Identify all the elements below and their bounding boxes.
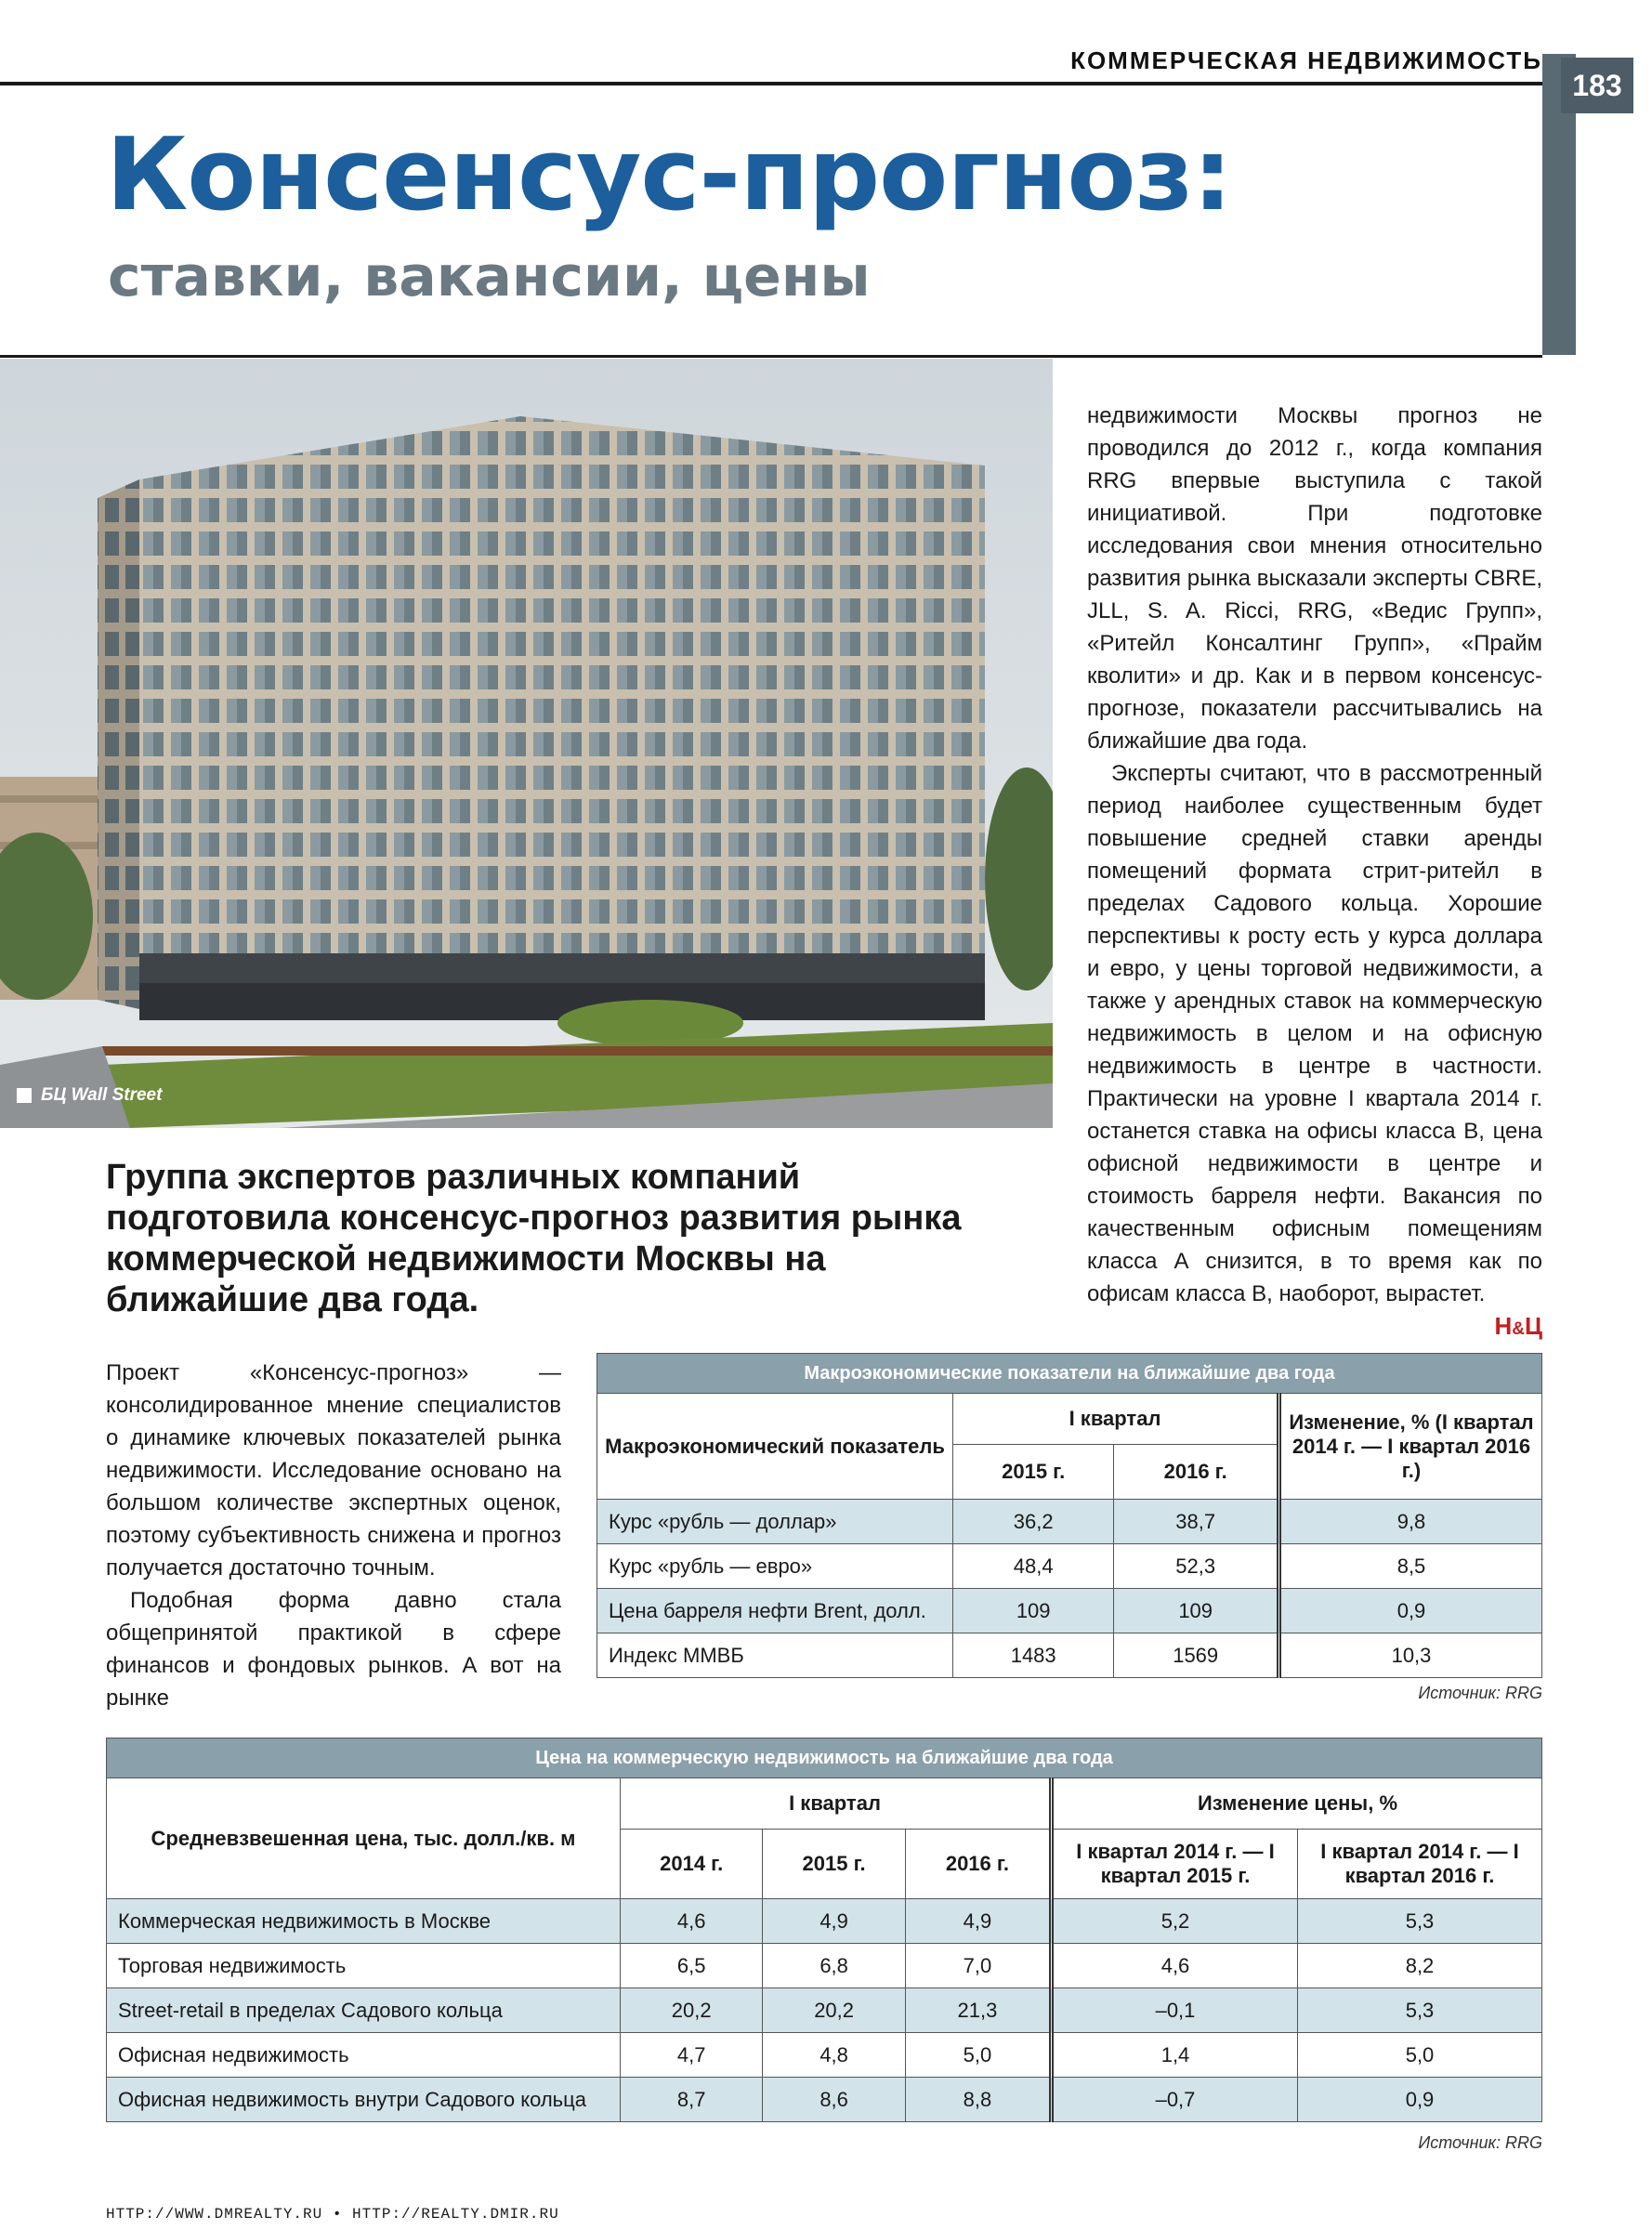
article-subtitle: ставки, вакансии, цены (108, 244, 871, 309)
price-table (106, 1738, 1542, 2122)
photo-caption (17, 1085, 162, 1106)
price-table-source: Источник: RRG (1418, 2133, 1542, 2152)
price-table-row (107, 1899, 1542, 1944)
price-col-2014: 2014 г. (621, 1830, 763, 1899)
cell-2015: 109 (953, 1589, 1114, 1633)
cell-change-2015: 1,4 (1052, 2033, 1298, 2078)
cell-2016: 8,8 (905, 2078, 1051, 2122)
row-label: Офисная недвижимость внутри Садового кольца (107, 2078, 621, 2122)
cell-2015: 8,6 (763, 2078, 905, 2122)
macro-col-2015: 2015 г. (953, 1445, 1114, 1500)
macro-table-caption: Макроэкономические показатели на ближайшие два года (597, 1354, 1542, 1394)
cell-change-2015: –0,1 (1052, 1988, 1298, 2033)
cell-change-2015: –0,7 (1052, 2078, 1298, 2122)
cell-change-2016: 5,3 (1298, 1988, 1542, 2033)
cell-2016: 7,0 (905, 1944, 1051, 1988)
cell-2016: 109 (1114, 1589, 1279, 1633)
cell-change-2015: 4,6 (1052, 1944, 1298, 1988)
cell-change-2016: 0,9 (1298, 2078, 1542, 2122)
row-label: Курс «рубль — доллар» (597, 1500, 953, 1544)
price-col-2016: 2016 г. (905, 1830, 1051, 1899)
cell-2016: 5,0 (905, 2033, 1051, 2078)
cell-change-2016: 5,0 (1298, 2033, 1542, 2078)
article-title: Консенсус-прогноз: (106, 117, 1232, 233)
cell-2015: 48,4 (953, 1544, 1114, 1589)
cell-2014: 4,7 (621, 2033, 763, 2078)
macro-col-quarter: I квартал (953, 1394, 1279, 1445)
price-table-row (107, 1944, 1542, 1988)
building-photo (0, 359, 1053, 1128)
cell-2014: 4,6 (621, 1899, 763, 1944)
price-table-row (107, 1988, 1542, 2033)
cell-change: 9,8 (1279, 1500, 1542, 1544)
cell-change-2015: 5,2 (1052, 1899, 1298, 1944)
cell-2015: 1483 (953, 1633, 1114, 1678)
price-table-caption: Цена на коммерческую недвижимость на ближайшие два года (107, 1738, 1542, 1778)
row-label: Торговая недвижимость (107, 1944, 621, 1988)
macro-col-2016: 2016 г. (1114, 1445, 1279, 1500)
magazine-logo: Н&Ц (1494, 1312, 1542, 1340)
building-illustration (0, 359, 1053, 1128)
macro-col-indicator: Макроэкономический показатель (597, 1394, 953, 1500)
left-paragraph-1: Проект «Консенсус-прогноз» — консолидированное мнение специалистов о динамике ключевых показателей рынка недвижимости. Исследование основано на большом количестве экспертных оценок, поэтому субъективность снижена и прогноз получается достаточно точным. (106, 1360, 561, 1581)
row-label: Курс «рубль — евро» (597, 1544, 953, 1589)
cell-2014: 20,2 (621, 1988, 763, 2033)
cell-2016: 1569 (1114, 1633, 1279, 1678)
cell-2016: 4,9 (905, 1899, 1051, 1944)
header-rule (0, 82, 1542, 85)
cell-2016: 38,7 (1114, 1500, 1279, 1544)
caption-square-icon (17, 1088, 32, 1103)
right-paragraph-2-text: Эксперты считают, что в рассмотренный период наиболее существенным будет повышение средней ставки аренды помещений формата стрит-ритейл в пределах Садового кольца. Хорошие перспективы к росту есть у курса доллара и евро, у цены торговой недвижимости, а также у арендных ставок на коммерческую недвижимость в целом и на офисную недвижимость в центре в частности. Практически на уровне I квартала 2014 г. останется ставка на офисы класса B, цена офисной недвижимости в центре и стоимость барреля нефти. Вакансия по качественным офисным помещениям класса А снизится, в то время как по офисам класса В, наоборот, вырастет. (1087, 761, 1542, 1306)
row-label: Street-retail в пределах Садового кольца (107, 1988, 621, 2033)
section-title: КОММЕРЧЕСКАЯ НЕДВИЖИМОСТЬ (1070, 46, 1542, 74)
footer-links: HTTP://WWW.DMREALTY.RU • HTTP://REALTY.DMIR.RU (106, 2206, 559, 2223)
cell-change-2016: 5,3 (1298, 1899, 1542, 1944)
price-table-row (107, 2078, 1542, 2122)
cell-2015: 4,9 (763, 1899, 905, 1944)
cell-2015: 6,8 (763, 1944, 905, 1988)
cell-change: 0,9 (1279, 1589, 1542, 1633)
macro-table-row (597, 1633, 1542, 1678)
cell-change: 10,3 (1279, 1633, 1542, 1678)
macro-table-row (597, 1544, 1542, 1589)
macro-table-source: Источник: RRG (1418, 1684, 1542, 1702)
row-label: Индекс ММВБ (597, 1633, 953, 1678)
cell-2016: 52,3 (1114, 1544, 1279, 1589)
cell-change-2016: 8,2 (1298, 1944, 1542, 1988)
price-col-change: Изменение цены, % (1052, 1778, 1542, 1830)
macro-table-row (597, 1589, 1542, 1633)
left-paragraph-2: Подобная форма давно стала общепринятой практикой в сфере финансов и фондовых рынков. А вот на рынке (106, 1588, 561, 1711)
photo-caption-text: БЦ Wall Street (41, 1085, 163, 1105)
right-column (1087, 400, 1542, 1345)
cell-2014: 8,7 (621, 2078, 763, 2122)
row-label: Коммерческая недвижимость в Москве (107, 1899, 621, 1944)
title-rule (0, 355, 1542, 358)
price-col-change-2016: I квартал 2014 г. — I квартал 2016 г. (1298, 1830, 1542, 1899)
right-paragraph-1: недвижимости Москвы прогноз не проводился до 2012 г., когда компания RRG впервые выступила с такой инициативой. При подготовке исследования свои мнения относительно развития рынка высказали эксперты CBRE, JLL, S. A. Ricci, RRG, «Ведис Групп», «Ритейл Консалтинг Групп», «Прайм кволити» и др. Как и в первом консенсус-прогнозе, показатели рассчитывались на ближайшие два года. (1087, 403, 1542, 754)
cell-2015: 36,2 (953, 1500, 1114, 1544)
right-paragraph-2 (1087, 757, 1542, 1340)
row-label: Цена барреля нефти Brent, долл. (597, 1589, 953, 1633)
macro-indicators-table (597, 1353, 1542, 1678)
article-lead: Группа экспертов различных компаний подготовила консенсус-прогноз развития рынка коммерческой недвижимости Москвы на ближайшие два года. (106, 1158, 962, 1319)
macro-table-row (597, 1500, 1542, 1544)
cell-2015: 20,2 (763, 1988, 905, 2033)
price-col-indicator: Средневзвешенная цена, тыс. долл./кв. м (107, 1778, 621, 1899)
price-table-row (107, 2033, 1542, 2078)
row-label: Офисная недвижимость (107, 2033, 621, 2078)
page-number: 183 (1561, 58, 1633, 113)
cell-2016: 21,3 (905, 1988, 1051, 2033)
price-col-2015: 2015 г. (763, 1830, 905, 1899)
left-column (106, 1357, 561, 1714)
cell-2015: 4,8 (763, 2033, 905, 2078)
price-col-change-2015: I квартал 2014 г. — I квартал 2015 г. (1052, 1830, 1298, 1899)
macro-col-change: Изменение, % (I квартал 2014 г. — I квартал 2016 г.) (1279, 1394, 1542, 1500)
cell-change: 8,5 (1279, 1544, 1542, 1589)
cell-2014: 6,5 (621, 1944, 763, 1988)
price-col-quarter: I квартал (621, 1778, 1052, 1830)
